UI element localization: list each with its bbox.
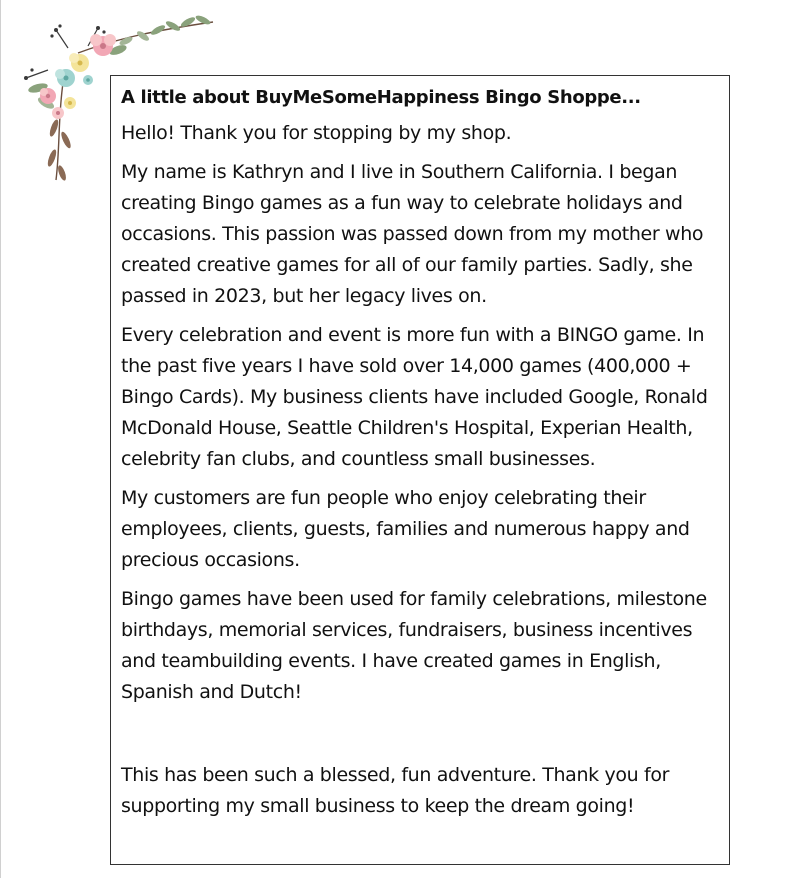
paragraph-use-cases: Bingo games have been used for family celebrations, milestone birthdays, memorial services, fundraisers, business incentives and teambuilding events. I have created games in English, Spanish and Dutch! xyxy=(121,588,707,703)
paragraph-closing: This has been such a blessed, fun adventure. Thank you for supporting my small business to keep the dream going! xyxy=(121,764,670,817)
page-edge-line xyxy=(0,0,1,878)
about-heading: A little about BuyMeSomeHappiness Bingo Shoppe... xyxy=(121,87,641,108)
paragraph-sales-history: Every celebration and event is more fun with a BINGO game. In the past five years I have sold over 14,000 games (400,000 + Bingo Cards). My business clients have included Google, Ronald McDonald House, Seattle Children's Hospital, Experian Health, celebrity fan clubs, and countless small businesses. xyxy=(121,324,708,470)
paragraph-greeting: Hello! Thank you for stopping by my shop. xyxy=(121,122,512,144)
about-text-box xyxy=(110,75,730,865)
paragraph-customers: My customers are fun people who enjoy celebrating their employees, clients, guests, families and numerous happy and precious occasions. xyxy=(121,487,690,571)
paragraph-introduction: My name is Kathryn and I live in Southern California. I began creating Bingo games as a fun way to celebrate holidays and occasions. This passion was passed down from my mother who created creative games for all of our family parties. Sadly, she passed in 2023, but her legacy lives on. xyxy=(121,161,704,307)
